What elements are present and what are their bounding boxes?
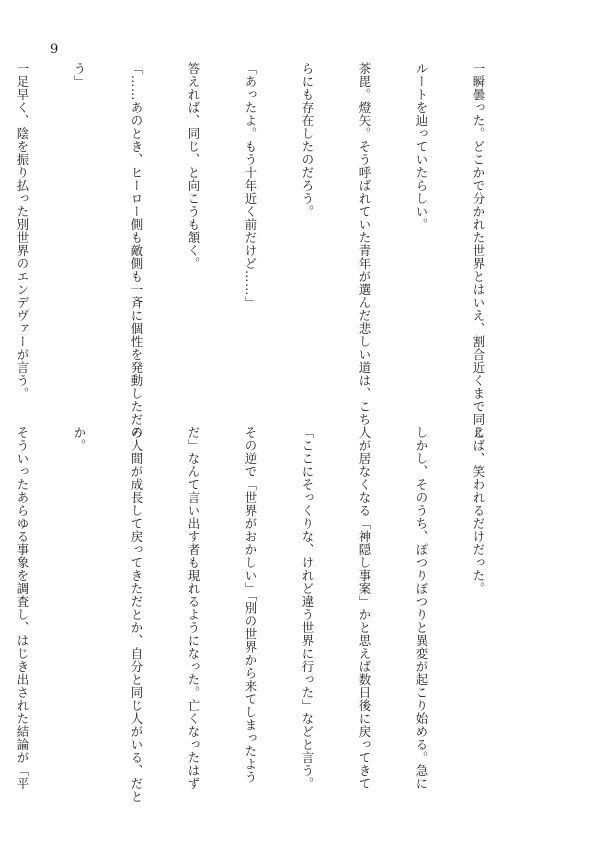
text-line: 「……あのとき、ヒーロー側も敵側も一斉に個性を発動しただろ <box>129 62 144 439</box>
text-line: う」 <box>72 62 87 88</box>
text-line: 「あったよ。もう十年近く前だけど……」 <box>243 62 258 309</box>
text-line: 答えれば、同じ、と向こうも頷く。 <box>186 62 201 270</box>
text-line: その逆で「世界がおかしい」「別の世界から来てしまったよう <box>243 426 258 784</box>
text-line: 一足早く、陰を振り払った別世界のエンデヴァーが言う。 <box>15 62 30 400</box>
text-line: 一瞬曇った。どこかで分かれた世界とはいえ、割合近くまで同じ <box>471 62 486 439</box>
text-line: 人が居なくなる「神隠し事案」かと思えば数日後に戻ってきて <box>357 426 372 790</box>
text-line: だ」なんて言い出す者も現れるようになった。亡くなったはず <box>186 426 201 790</box>
text-line: か。 <box>72 426 87 452</box>
text-line: 「ここにそっくりな、けれど違う世界に行った」などと言う。 <box>300 426 315 790</box>
page-number: 9 <box>50 42 59 57</box>
text-line: しかし、そのうち、ぽつりぽつりと異変が起こり始める。急に <box>414 426 429 790</box>
text-line: らにも存在したのだろう。 <box>300 62 315 218</box>
text-line: の人間が成長して戻ってきただとか、自分と同じ人がいる、だと <box>129 426 144 803</box>
text-line: ルートを辿っていたらしい。 <box>414 62 429 231</box>
text-line: そういったあらゆる事象を調査し、はじき出された結論が「平 <box>15 426 30 790</box>
text-line: 茶毘。燈矢。そう呼ばれていた青年が選んだ悲しい道は、こち <box>357 62 372 426</box>
text-line: えば、笑われるだけだった。 <box>471 426 486 595</box>
lower-text-column <box>15 426 526 803</box>
upper-text-column <box>15 62 526 439</box>
